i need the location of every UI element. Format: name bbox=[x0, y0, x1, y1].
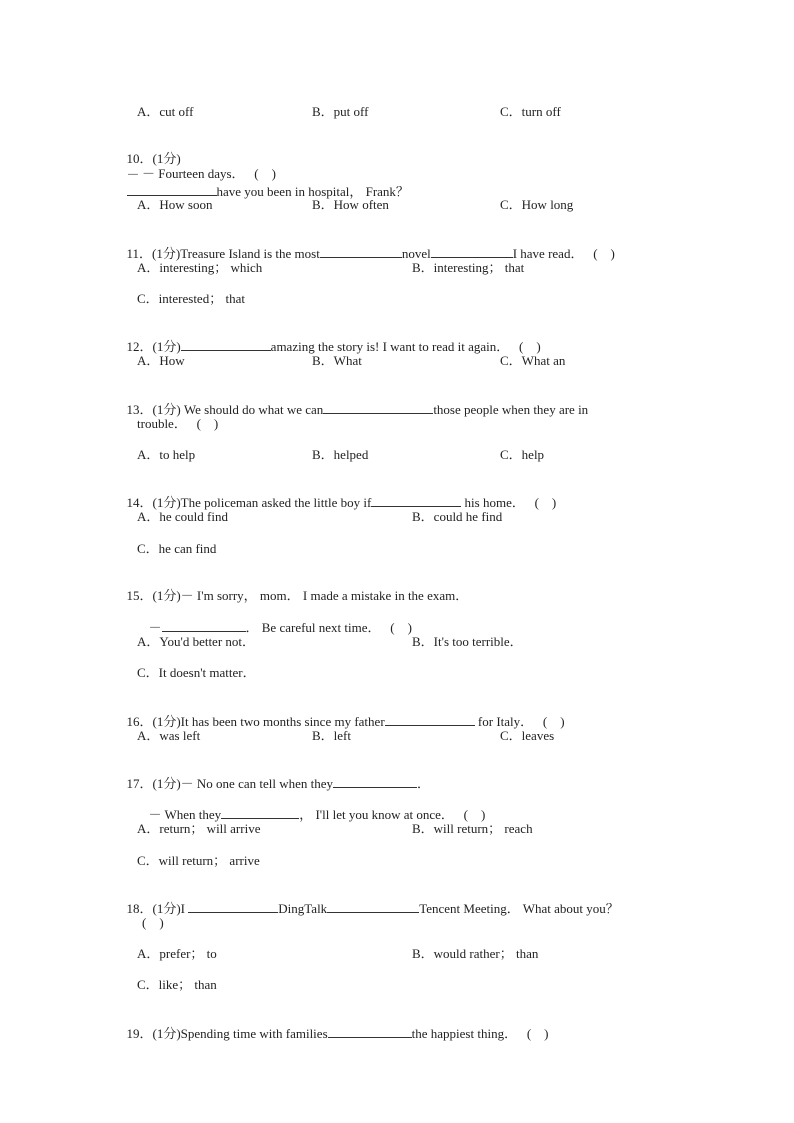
q17-stem bbox=[120, 759, 431, 791]
q11-number: 11．(1分) bbox=[126, 246, 181, 261]
q16-option-b[interactable]: B．left bbox=[312, 728, 351, 743]
q16-blank[interactable] bbox=[385, 713, 475, 726]
q18-number: 18．(1分) bbox=[126, 901, 181, 916]
q14-option-b[interactable]: B．could he find bbox=[412, 509, 503, 524]
q15-option-a[interactable]: A．You'd better not． bbox=[137, 634, 256, 649]
q15-option-c[interactable]: C．It doesn't matter． bbox=[137, 665, 256, 680]
q19-text-2: the happiest thing． ( ) bbox=[411, 1026, 549, 1041]
q17-number: 17．(1分) bbox=[126, 776, 181, 791]
q16-option-a[interactable]: A．was left bbox=[137, 728, 201, 743]
q11-blank-2[interactable] bbox=[431, 245, 513, 258]
q14-option-c[interactable]: C．he can find bbox=[137, 541, 217, 556]
q18-option-a[interactable]: A．prefer； to bbox=[137, 946, 217, 961]
q18-blank-1[interactable] bbox=[188, 900, 278, 913]
q11-option-b[interactable]: B．interesting； that bbox=[412, 260, 525, 275]
q17-blank-2[interactable] bbox=[221, 806, 299, 819]
q10-blank[interactable] bbox=[127, 183, 217, 196]
q10-text-1: － bbox=[126, 167, 140, 182]
q11-stem bbox=[120, 229, 615, 261]
q16-text-2: for Italy． ( ) bbox=[477, 714, 565, 729]
q10-option-b[interactable]: B．How often bbox=[312, 197, 389, 212]
q15-blank[interactable] bbox=[162, 619, 246, 632]
q12-text-1: amazing the story is! I want to read it again． ( ) bbox=[270, 339, 541, 354]
q17-reply bbox=[142, 790, 486, 822]
q13-continuation: trouble． ( ) bbox=[137, 416, 219, 431]
q11-blank-1[interactable] bbox=[320, 245, 402, 258]
q19-text-1: Spending time with families bbox=[180, 1026, 328, 1041]
q19-number: 19．(1分) bbox=[126, 1026, 181, 1041]
q9-option-b[interactable]: B．put off bbox=[312, 104, 369, 119]
q9-option-a[interactable]: A．cut off bbox=[137, 104, 194, 119]
q12-option-b[interactable]: B．What bbox=[312, 353, 362, 368]
q19-blank[interactable] bbox=[328, 1025, 412, 1038]
q16-option-c[interactable]: C．leaves bbox=[500, 728, 555, 743]
q16-stem bbox=[120, 697, 565, 729]
q10-option-c[interactable]: C．How long bbox=[500, 197, 574, 212]
q14-blank[interactable] bbox=[371, 494, 461, 507]
q15-text-1: － I'm sorry， mom． I made a mistake in the exam． bbox=[180, 588, 469, 603]
q13-option-a[interactable]: A．to help bbox=[137, 447, 196, 462]
q18-stem bbox=[120, 884, 619, 916]
q18-text-3: Tencent Meeting． What about you？ bbox=[419, 901, 619, 916]
q14-stem bbox=[120, 478, 557, 510]
q13-number: 13．(1分) bbox=[126, 402, 181, 417]
q14-text-1: The policeman asked the little boy if bbox=[180, 495, 372, 510]
q12-option-c[interactable]: C．What an bbox=[500, 353, 566, 368]
q12-option-a[interactable]: A．How bbox=[137, 353, 185, 368]
q17-text-2: ． bbox=[417, 776, 431, 791]
q12-blank[interactable] bbox=[181, 338, 271, 351]
q17-reply-text-1: － When they bbox=[148, 807, 222, 822]
q9-option-c[interactable]: C．turn off bbox=[500, 104, 561, 119]
q17-option-c[interactable]: C．will return； arrive bbox=[137, 853, 260, 868]
q14-text-2: his home． ( ) bbox=[464, 495, 557, 510]
q11-text-2: novel bbox=[401, 246, 431, 261]
q15-reply-dash: － bbox=[148, 620, 162, 635]
q14-number: 14．(1分) bbox=[126, 495, 181, 510]
q17-reply-text-2: ， I'll let you know at once． ( ) bbox=[299, 807, 486, 822]
q16-number: 16．(1分) bbox=[126, 714, 181, 729]
q10-reply: － Fourteen days． ( ) bbox=[142, 166, 276, 181]
q10-option-a[interactable]: A．How soon bbox=[137, 197, 213, 212]
q11-text-1: Treasure Island is the most bbox=[180, 246, 320, 261]
q18-text-2: DingTalk bbox=[278, 901, 328, 916]
q13-blank[interactable] bbox=[323, 401, 433, 414]
q13-text-2: those people when they are in bbox=[433, 402, 589, 417]
q10-number: 10．(1分) bbox=[126, 151, 181, 166]
q13-text-1: We should do what we can bbox=[183, 402, 324, 417]
q17-option-a[interactable]: A．return； will arrive bbox=[137, 821, 261, 836]
q18-option-c[interactable]: C．like； than bbox=[137, 977, 217, 992]
q15-reply bbox=[142, 603, 412, 635]
q13-stem bbox=[120, 385, 589, 417]
q16-text-1: It has been two months since my father bbox=[180, 714, 385, 729]
q11-option-c[interactable]: C．interested； that bbox=[137, 291, 245, 306]
q17-blank-1[interactable] bbox=[333, 775, 417, 788]
q18-text-1: I bbox=[180, 901, 186, 916]
q17-text-1: － No one can tell when they bbox=[180, 776, 334, 791]
q13-option-b[interactable]: B．helped bbox=[312, 447, 369, 462]
q17-option-b[interactable]: B．will return； reach bbox=[412, 821, 533, 836]
q18-option-b[interactable]: B．would rather； than bbox=[412, 946, 539, 961]
q10-text-2: have you been in hospital， Frank？ bbox=[216, 184, 409, 199]
q11-text-3: I have read． ( ) bbox=[512, 246, 615, 261]
q15-reply-text: ． Be careful next time． ( ) bbox=[245, 620, 412, 635]
q18-blank-2[interactable] bbox=[327, 900, 419, 913]
q12-number: 12．(1分) bbox=[126, 339, 181, 354]
q13-option-c[interactable]: C．help bbox=[500, 447, 545, 462]
q19-stem bbox=[120, 1009, 549, 1041]
q15-option-b[interactable]: B．It's too terrible． bbox=[412, 634, 523, 649]
q15-number: 15．(1分) bbox=[126, 588, 181, 603]
q15-stem bbox=[120, 572, 469, 603]
q12-stem bbox=[120, 322, 541, 354]
q18-answer-bracket: ( ) bbox=[142, 915, 164, 930]
q14-option-a[interactable]: A．he could find bbox=[137, 509, 228, 524]
q11-option-a[interactable]: A．interesting； which bbox=[137, 260, 263, 275]
